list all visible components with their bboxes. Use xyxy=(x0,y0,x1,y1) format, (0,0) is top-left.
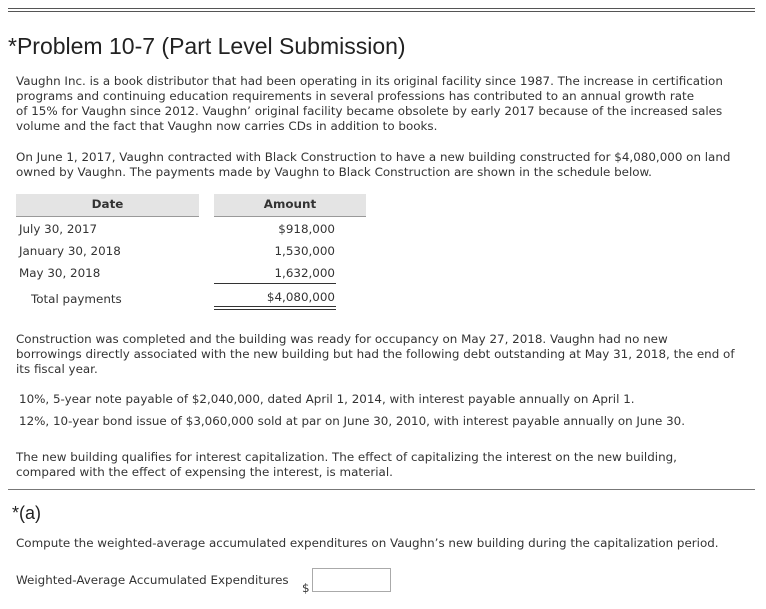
intro-line: Vaughn Inc. is a book distributor that had been operating in its original facility since 1987. The increase in certification xyxy=(16,74,723,88)
total-double-underline xyxy=(214,306,336,310)
column-header-date: Date xyxy=(16,194,199,217)
currency-symbol: $ xyxy=(302,581,310,595)
weighted-average-expenditures-input[interactable] xyxy=(312,568,391,592)
intro-line: of 15% for Vaughn since 2012. Vaughn’ original facility became obsolete by early 2017 because of the increased sales xyxy=(16,104,723,118)
qualify-line: The new building qualifies for interest capitalization. The effect of capitalizing the interest on the new building, xyxy=(16,450,677,464)
answer-label: Weighted-Average Accumulated Expenditures xyxy=(16,573,289,587)
payment-schedule-table xyxy=(16,194,366,312)
completion-line: its fiscal year. xyxy=(16,362,98,376)
contract-line: On June 1, 2017, Vaughn contracted with Black Construction to have a new building constructed for $4,080,000 on land xyxy=(16,150,731,164)
table-row-amount: 1,632,000 xyxy=(274,266,335,280)
completion-line: Construction was completed and the building was ready for occupancy on May 27, 2018. Vaughn had no new xyxy=(16,332,668,346)
column-header-amount: Amount xyxy=(214,194,366,217)
table-row-date: May 30, 2018 xyxy=(19,266,101,280)
part-a-label: *(a) xyxy=(12,503,42,523)
table-row-date: July 30, 2017 xyxy=(19,222,98,236)
intro-paragraph xyxy=(16,74,751,134)
total-amount: $4,080,000 xyxy=(266,290,335,304)
intro-line: volume and the fact that Vaughn now carries CDs in addition to books. xyxy=(16,119,438,133)
subtotal-underline xyxy=(214,283,336,284)
contract-line: owned by Vaughn. The payments made by Vaughn to Black Construction are shown in the schedule below. xyxy=(16,165,652,179)
qualify-paragraph xyxy=(16,450,751,480)
debt-list xyxy=(19,392,749,429)
part-a-instruction-text: Compute the weighted-average accumulated expenditures on Vaughn’s new building during the capitalization period. xyxy=(16,536,719,550)
debt-item: 10%, 5-year note payable of $2,040,000, dated April 1, 2014, with interest payable annually on April 1. xyxy=(19,392,635,406)
part-a-instruction xyxy=(16,536,751,551)
completion-paragraph xyxy=(16,332,751,377)
section-divider xyxy=(8,489,755,490)
problem-title: *Problem 10-7 (Part Level Submission) xyxy=(8,33,406,59)
intro-line: programs and continuing education requirements in several professions has contributed to an annual growth rate xyxy=(16,89,695,103)
contract-paragraph xyxy=(16,150,751,180)
table-row-amount: 1,530,000 xyxy=(274,244,335,258)
completion-line: borrowings directly associated with the new building but had the following debt outstanding at May 31, 2018, the end of xyxy=(16,347,735,361)
total-label: Total payments xyxy=(31,292,122,306)
top-rule xyxy=(8,8,755,9)
debt-item: 12%, 10-year bond issue of $3,060,000 sold at par on June 30, 2010, with interest payable annually on June 30. xyxy=(19,414,686,428)
top-rule-second xyxy=(8,11,755,12)
qualify-line: compared with the effect of expensing the interest, is material. xyxy=(16,465,393,479)
table-row-date: January 30, 2018 xyxy=(19,244,121,258)
table-row-amount: $918,000 xyxy=(278,222,335,236)
